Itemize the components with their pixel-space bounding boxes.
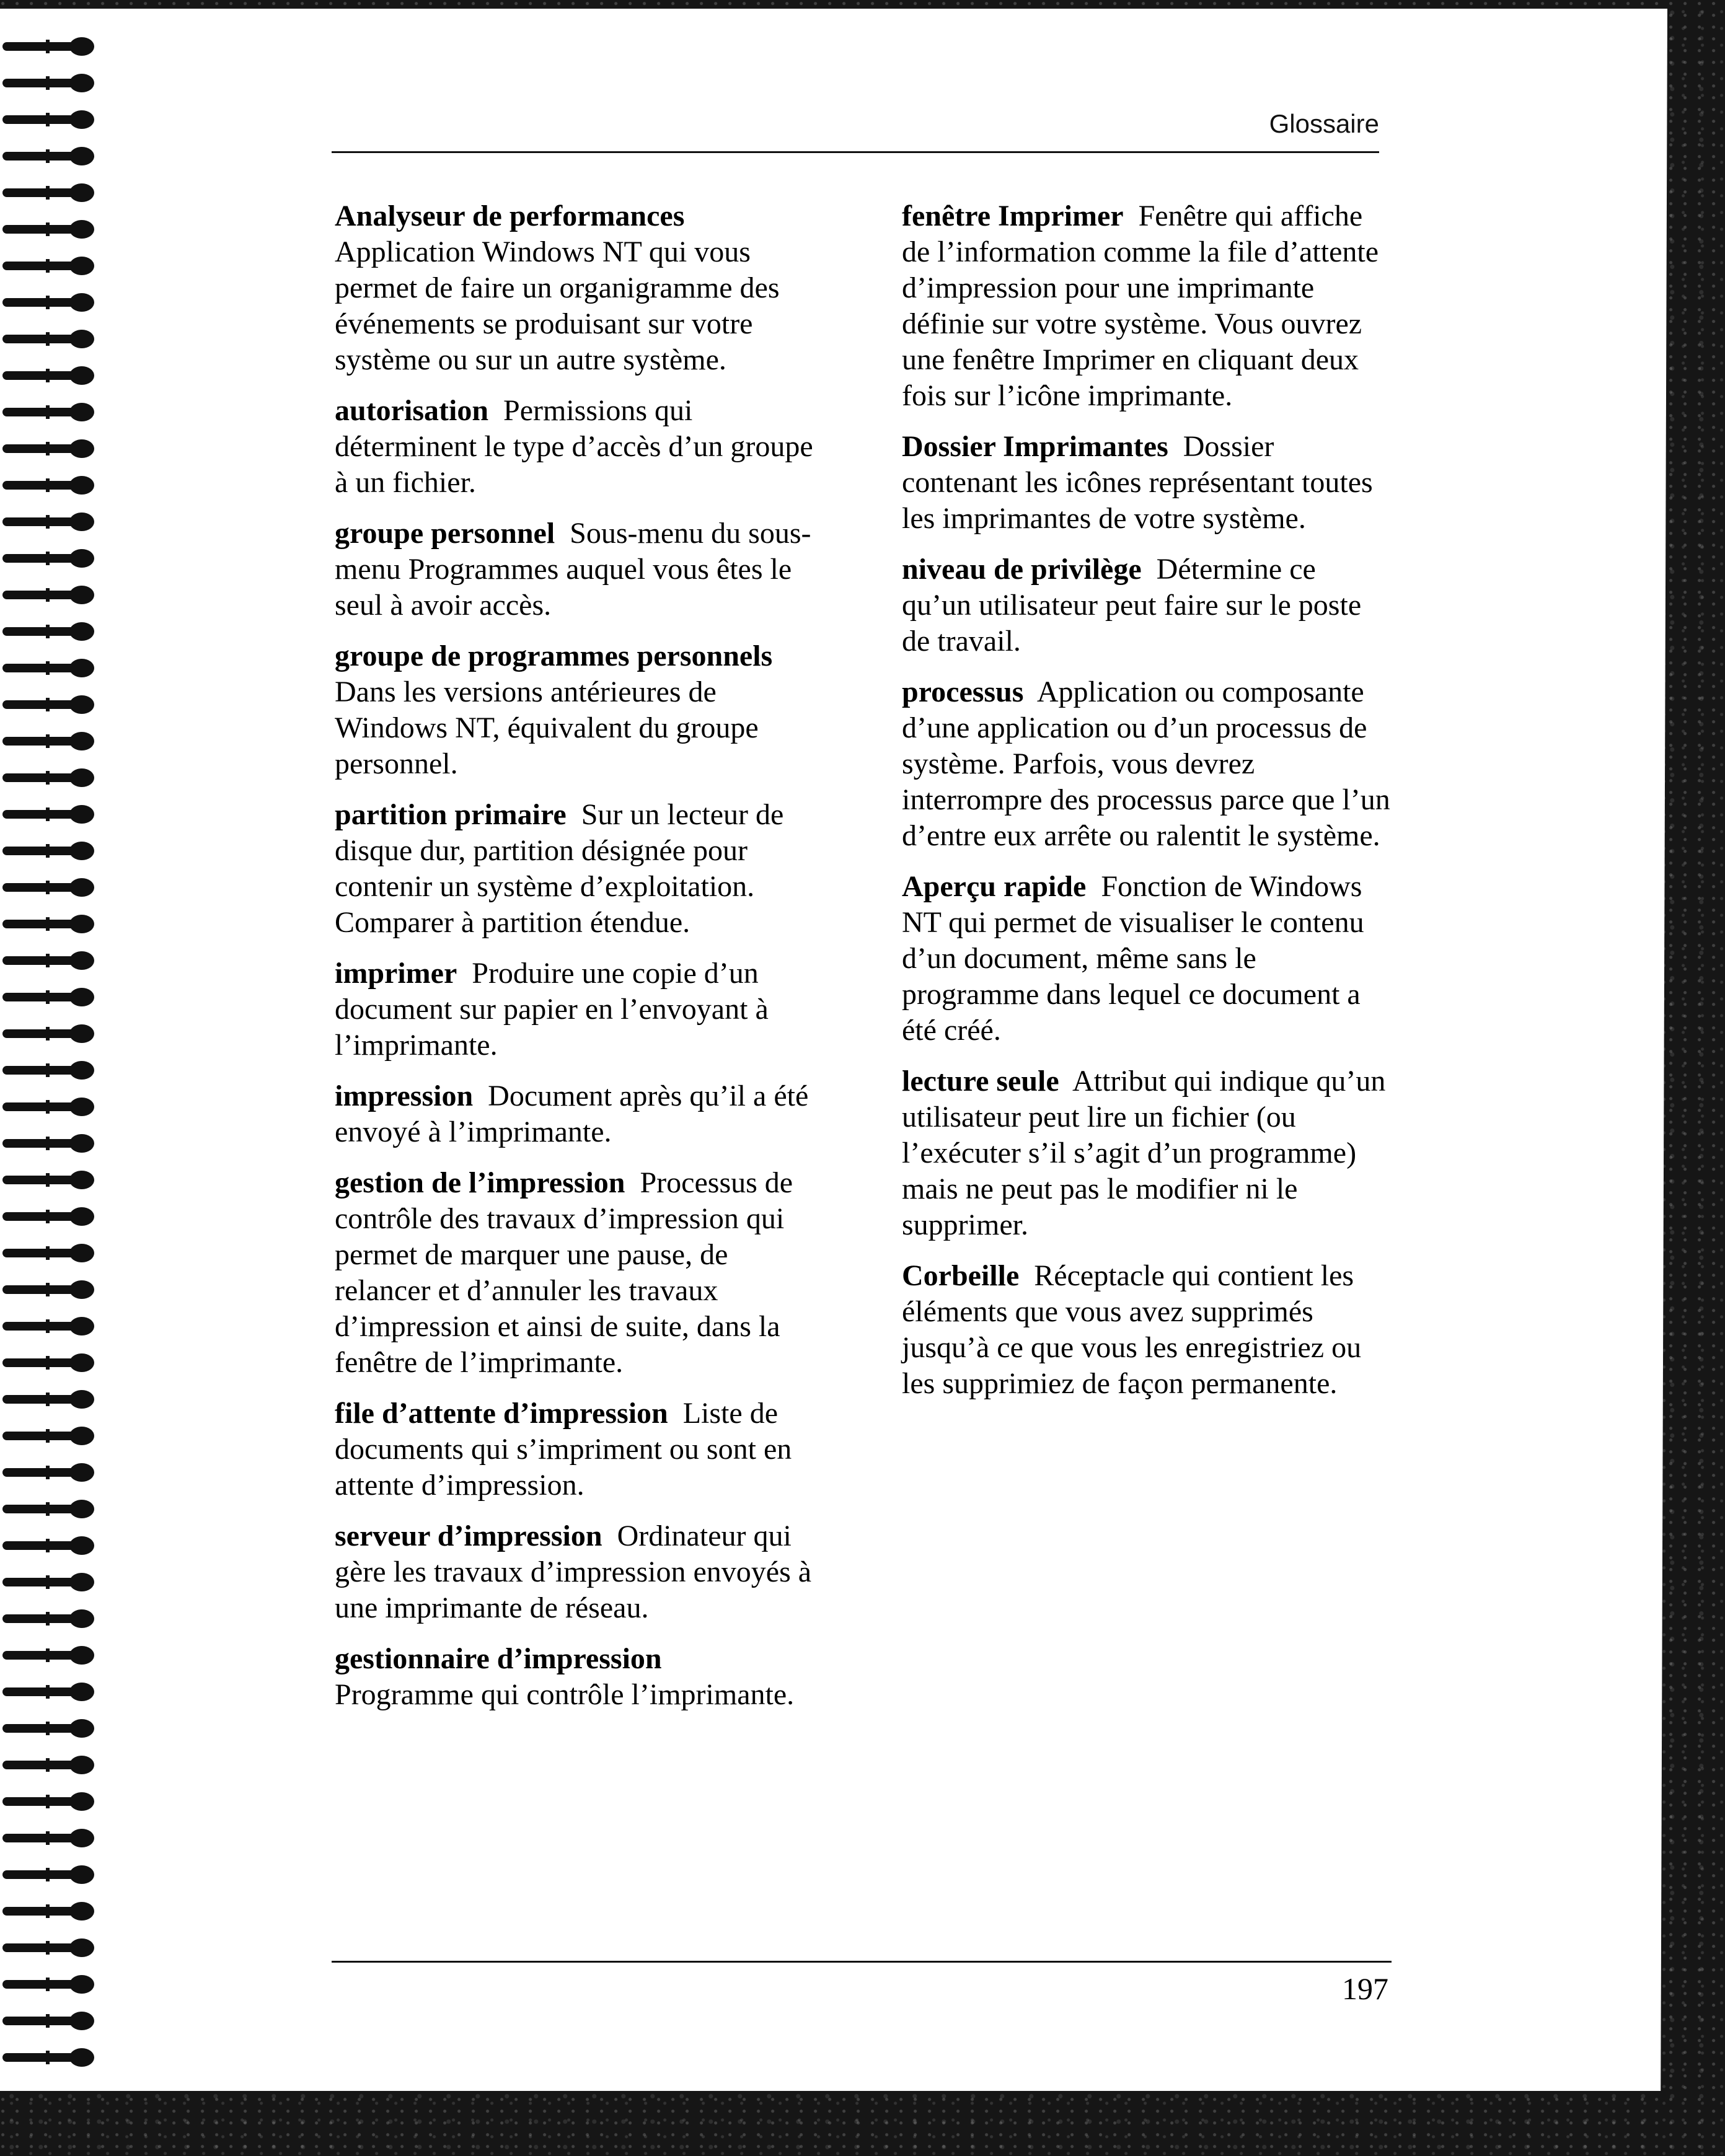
glossary-definition: Programme qui contrôle l’imprimante. xyxy=(335,1678,795,1711)
binding-coil xyxy=(2,1024,95,1043)
glossary-term: partition primaire xyxy=(335,798,567,831)
binding-coil xyxy=(2,183,95,202)
binding-coil xyxy=(2,220,95,239)
binding-coil xyxy=(2,403,95,421)
binding-coil xyxy=(2,2012,95,2030)
binding-coil xyxy=(2,988,95,1006)
binding-coil xyxy=(2,1390,95,1409)
glossary-column-left xyxy=(335,198,824,1728)
binding-coil xyxy=(2,1500,95,1518)
glossary-term: groupe personnel xyxy=(335,517,555,550)
binding-coil xyxy=(2,878,95,897)
binding-coil xyxy=(2,257,95,275)
binding-coil xyxy=(2,951,95,970)
glossary-entry xyxy=(335,797,824,941)
glossary-definition: Attribut qui indique qu’un utilisateur peut lire un fichier (ou l’exécuter s’il s’agit d’un programme) mais ne peut pas le modifier ni le supprimer. xyxy=(902,1065,1386,1241)
glossary-definition: Fenêtre qui affiche de l’information comme la file d’attente d’impression pour une imprimante définie sur votre système. Vous ouvrez une fenêtre Imprimer en cliquant deux fois sur l’icône imprimante. xyxy=(902,200,1379,412)
glossary-definition: Liste de documents qui s’impriment ou sont en attente d’impression. xyxy=(335,1397,792,1502)
binding-coil xyxy=(2,74,95,92)
footer-rule xyxy=(332,1961,1392,1963)
book-page xyxy=(0,9,1667,2091)
glossary-term: Analyseur de performances xyxy=(335,200,685,232)
running-header: Glossaire xyxy=(1269,109,1379,138)
binding-coil xyxy=(2,622,95,641)
binding-coil xyxy=(2,1244,95,1262)
binding-coil xyxy=(2,1902,95,1921)
glossary-entry xyxy=(335,1165,824,1381)
glossary-definition: Application ou composante d’une application ou d’un processus de système. Parfois, vous devrez interrompre des processus parce que l’un d’entre eux arrête ou ralentit le système. xyxy=(902,675,1390,852)
binding-coil xyxy=(2,366,95,385)
binding-coil xyxy=(2,1353,95,1372)
glossary-term: file d’attente d’impression xyxy=(335,1397,668,1430)
glossary-entry xyxy=(335,1078,824,1150)
binding-coil xyxy=(2,842,95,860)
binding-coil xyxy=(2,1792,95,1811)
binding-coil xyxy=(2,110,95,129)
glossary-definition: Dans les versions antérieures de Windows NT, équivalent du groupe personnel. xyxy=(335,675,759,780)
spiral-binding xyxy=(0,37,105,2095)
glossary-definition: Produire une copie d’un document sur papier en l’envoyant à l’imprimante. xyxy=(335,957,769,1062)
glossary-entry xyxy=(335,1396,824,1503)
binding-coil xyxy=(2,805,95,824)
binding-coil xyxy=(2,1975,95,1994)
binding-coil xyxy=(2,1609,95,1628)
binding-coil xyxy=(2,1317,95,1335)
binding-coil xyxy=(2,1280,95,1299)
binding-coil xyxy=(2,1646,95,1665)
glossary-definition: Processus de contrôle des travaux d’impression qui permet de marquer une pause, de relancer et d’annuler les travaux d’impression et ainsi de suite, dans la fenêtre de l’imprimante. xyxy=(335,1166,793,1379)
glossary-definition: Fonction de Windows NT qui permet de visualiser le contenu d’un document, même sans le programme dans lequel ce document a été créé. xyxy=(902,870,1364,1047)
glossary-definition: Réceptacle qui contient les éléments que vous avez supprimés jusqu’à ce que vous les enregistriez ou les supprimiez de façon permanente. xyxy=(902,1259,1362,1400)
binding-coil xyxy=(2,1756,95,1774)
binding-coil xyxy=(2,476,95,495)
binding-coil xyxy=(2,586,95,604)
glossary-term: gestionnaire d’impression xyxy=(335,1642,662,1675)
glossary-definition: Application Windows NT qui vous permet de faire un organigramme des événements se produisant sur votre système ou sur un autre système. xyxy=(335,235,780,376)
glossary-term: fenêtre Imprimer xyxy=(902,200,1124,232)
glossary-entry xyxy=(335,1641,824,1713)
glossary-entry xyxy=(335,1518,824,1626)
glossary-definition: Permissions qui déterminent le type d’accès d’un groupe à un fichier. xyxy=(335,394,813,499)
glossary-term: Corbeille xyxy=(902,1259,1020,1292)
glossary-entry xyxy=(335,638,824,782)
binding-coil xyxy=(2,37,95,56)
glossary-entry xyxy=(902,198,1392,414)
binding-coil xyxy=(2,549,95,568)
binding-coil xyxy=(2,732,95,750)
glossary-term: processus xyxy=(902,675,1024,708)
binding-coil xyxy=(2,1829,95,1847)
binding-coil xyxy=(2,1171,95,1189)
glossary-definition: Détermine ce qu’un utilisateur peut faire sur le poste de travail. xyxy=(902,553,1362,658)
binding-coil xyxy=(2,1719,95,1738)
glossary-entry xyxy=(902,1258,1392,1402)
glossary-term: impression xyxy=(335,1080,474,1112)
glossary-term: Aperçu rapide xyxy=(902,870,1087,903)
glossary-definition: Document après qu’il a été envoyé à l’imprimante. xyxy=(335,1080,809,1148)
glossary-term: imprimer xyxy=(335,957,457,990)
binding-coil xyxy=(2,1536,95,1555)
binding-coil xyxy=(2,1938,95,1957)
page-number: 197 xyxy=(1342,1971,1388,2006)
binding-coil xyxy=(2,1134,95,1153)
glossary-entry xyxy=(902,429,1392,537)
glossary-term: serveur d’impression xyxy=(335,1520,602,1552)
binding-coil xyxy=(2,1098,95,1116)
binding-coil xyxy=(2,695,95,714)
glossary-entry xyxy=(902,552,1392,659)
glossary-entry xyxy=(335,956,824,1063)
glossary-entry xyxy=(335,516,824,623)
glossary-entry xyxy=(902,674,1392,854)
binding-coil xyxy=(2,1061,95,1080)
glossary-definition: Dossier contenant les icônes représentant toutes les imprimantes de votre système. xyxy=(902,430,1373,535)
glossary-entry xyxy=(902,869,1392,1049)
binding-coil xyxy=(2,293,95,312)
binding-coil xyxy=(2,1865,95,1884)
glossary-entry xyxy=(902,1063,1392,1243)
binding-coil xyxy=(2,1427,95,1445)
binding-coil xyxy=(2,2048,95,2067)
glossary-entry xyxy=(335,198,824,378)
binding-coil xyxy=(2,439,95,458)
glossary-definition: Sur un lecteur de disque dur, partition désignée pour contenir un système d’exploitation. Comparer à partition étendue. xyxy=(335,798,784,939)
binding-coil xyxy=(2,915,95,933)
glossary-term: Dossier Imprimantes xyxy=(902,430,1168,463)
glossary-definition: Sous-menu du sous-menu Programmes auquel vous êtes le seul à avoir accès. xyxy=(335,517,811,622)
glossary-entry xyxy=(335,393,824,501)
binding-coil xyxy=(2,1463,95,1482)
glossary-term: lecture seule xyxy=(902,1065,1059,1098)
glossary-column-right xyxy=(902,198,1392,1417)
glossary-term: autorisation xyxy=(335,394,489,427)
header-rule xyxy=(332,151,1379,153)
binding-coil xyxy=(2,1207,95,1226)
glossary-term: gestion de l’impression xyxy=(335,1166,625,1199)
binding-coil xyxy=(2,147,95,165)
binding-coil xyxy=(2,659,95,677)
binding-coil xyxy=(2,768,95,787)
binding-coil xyxy=(2,513,95,531)
glossary-term: niveau de privilège xyxy=(902,553,1142,586)
binding-coil xyxy=(2,1573,95,1591)
binding-coil xyxy=(2,1683,95,1701)
glossary-term: groupe de programmes personnels xyxy=(335,640,773,672)
binding-coil xyxy=(2,330,95,348)
glossary-definition: Ordinateur qui gère les travaux d’impression envoyés à une imprimante de réseau. xyxy=(335,1520,812,1624)
